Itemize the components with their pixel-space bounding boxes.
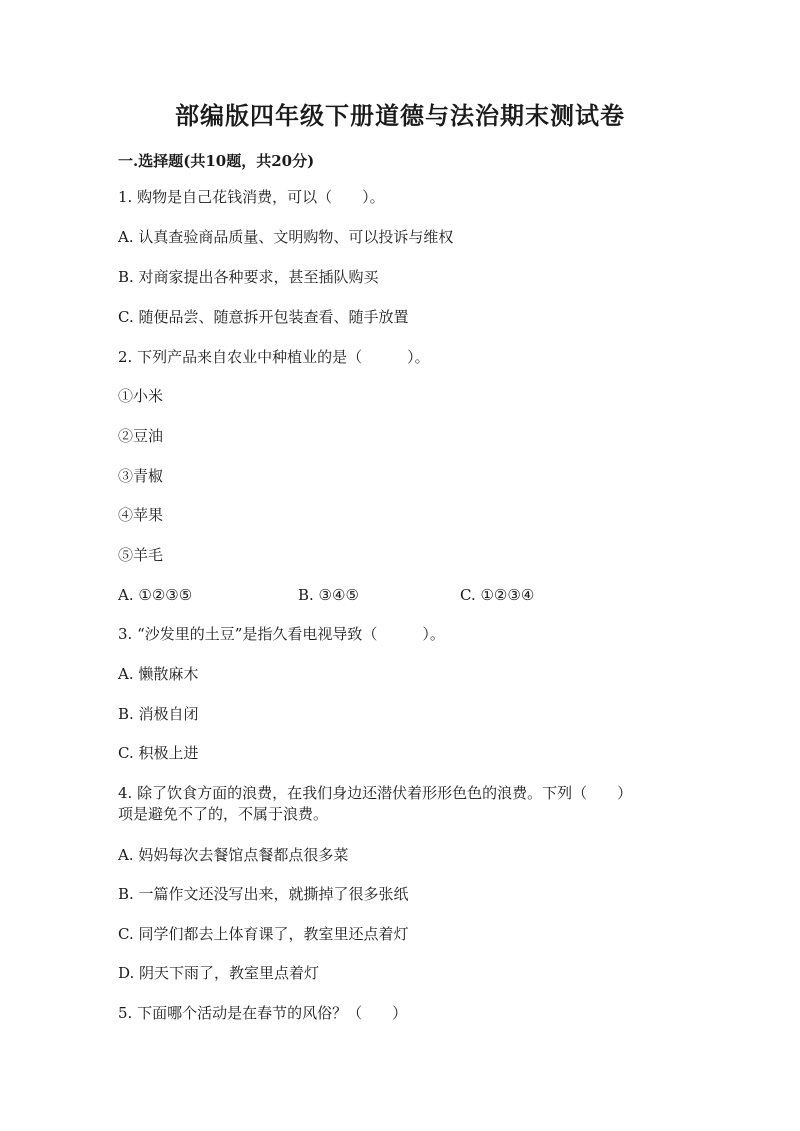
question-3-option-c: C. 积极上进 bbox=[118, 744, 199, 762]
page-title: 部编版四年级下册道德与法治期末测试卷 bbox=[175, 101, 625, 130]
question-4-option-a: A. 妈妈每次去餐馆点餐都点很多菜 bbox=[118, 846, 349, 864]
question-2-item-2: ②豆油 bbox=[118, 427, 164, 445]
question-2-item-1: ①小米 bbox=[118, 387, 164, 405]
question-4-stem-line-2: 项是避免不了的，不属于浪费。 bbox=[118, 805, 329, 823]
question-1-stem: 1. 购物是自己花钱消费，可以（ ）。 bbox=[118, 188, 385, 206]
question-2-option-c: C. ①②③④ bbox=[460, 586, 535, 604]
question-2-option-b: B. ③④⑤ bbox=[298, 586, 359, 604]
question-3-option-b: B. 消极自闭 bbox=[118, 705, 199, 723]
question-2-stem: 2. 下列产品来自农业中种植业的是（ ）。 bbox=[118, 348, 430, 366]
question-3-stem: 3. “沙发里的土豆”是指久看电视导致（ ）。 bbox=[118, 625, 445, 643]
question-4-option-b: B. 一篇作文还没写出来，就撕掉了很多张纸 bbox=[118, 885, 409, 903]
question-5-stem: 5. 下面哪个活动是在春节的风俗？（ ） bbox=[118, 1004, 408, 1022]
question-4-option-c: C. 同学们都去上体育课了，教室里还点着灯 bbox=[118, 925, 409, 943]
question-2-option-a: A. ①②③⑤ bbox=[118, 586, 193, 604]
question-3-option-a: A. 懒散麻木 bbox=[118, 665, 199, 683]
section-heading: 一.选择题(共10题，共20分) bbox=[118, 152, 315, 170]
question-2-item-4: ④苹果 bbox=[118, 506, 164, 524]
question-2-item-3: ③青椒 bbox=[118, 467, 164, 485]
question-2-item-5: ⑤羊毛 bbox=[118, 546, 164, 564]
question-4-stem-line-1: 4. 除了饮食方面的浪费，在我们身边还潜伏着形形色色的浪费。下列（ ） bbox=[118, 784, 633, 802]
question-1-option-b: B. 对商家提出各种要求，甚至插队购买 bbox=[118, 268, 379, 286]
question-2-options-row bbox=[118, 585, 678, 605]
question-4-option-d: D. 阴天下雨了，教室里点着灯 bbox=[118, 964, 320, 982]
question-1-option-c: C. 随便品尝、随意拆开包装查看、随手放置 bbox=[118, 308, 409, 326]
question-1-option-a: A. 认真查验商品质量、文明购物、可以投诉与维权 bbox=[118, 228, 454, 246]
